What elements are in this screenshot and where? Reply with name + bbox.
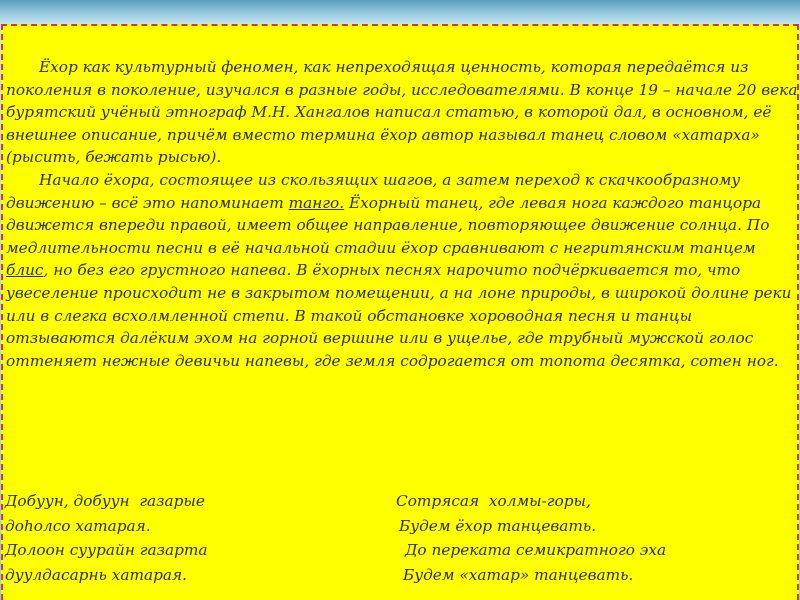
paragraph-2-part-2: Ёхорный танец, где левая нога каждого танцора движется впереди правой, имеет общее направление, повторяющее движение солнца. По медлительности песни в её начальной стадии ёхор сравнивают с негритянским танцем [6, 193, 770, 257]
verse-buryat-line: Долоон суурайн газарта [5, 541, 208, 560]
verse-buryat-line: Добуун, добуун газарые [5, 492, 205, 510]
paragraph-2-part-3: , но без его грустного напева. В ёхорных песнях нарочито подчёркивается то, что увеселение происходит не в закрытом помещении, а на лоне природы, в широкой долине реки или в слегка всхолмленной степи. В такой обстановке хороводная песня и танцы отзываются далёким эхом на горной вершине или в ущелье, где трубный мужской голос оттеняет нежные девичьи напевы, где земля содрогается от топота десятка, сотен ног. [6, 261, 792, 370]
blis-link[interactable]: блис [6, 261, 44, 280]
verse-buryat-line: доhолсо хатарая. [5, 516, 151, 535]
song-verse [3, 492, 800, 591]
paragraph-1: Ёхор как культурный феномен, как непреходящая ценность, которая передаётся из поколения в поколение, изучался в разные годы, исследователями. В конце 19 – начале 20 века бурятский учёный этнограф М.Н. Хангалов написал статью, в которой дал, в основном, её внешнее описание, причём вместо термина ёхор автор называл танец словом «хатарха» (рысить, бежать рысью). [6, 58, 798, 167]
tango-link[interactable]: танго. [288, 193, 345, 212]
verse-line [3, 517, 800, 542]
verse-russian-line: Будем ёхор танцевать. [399, 516, 597, 535]
verse-line [3, 541, 800, 566]
slide-header-band [0, 0, 800, 24]
paragraph-2-part-1: Начало ёхора, состоящее из скользящих шагов, а затем переход к скачкообразному движению – всё это напоминает [6, 170, 741, 212]
verse-russian-line: Сотрясая холмы-горы, [396, 492, 591, 510]
verse-line [3, 492, 800, 517]
verse-line [3, 566, 800, 591]
article-text [6, 56, 800, 372]
slide-content-panel [1, 24, 799, 600]
verse-russian-line: До переката семикратного эха [405, 541, 667, 560]
verse-buryat-line: дуулдасарнь хатарая. [5, 566, 188, 585]
verse-russian-line: Будем «хатар» танцевать. [403, 566, 634, 585]
paragraph-2 [6, 169, 800, 372]
